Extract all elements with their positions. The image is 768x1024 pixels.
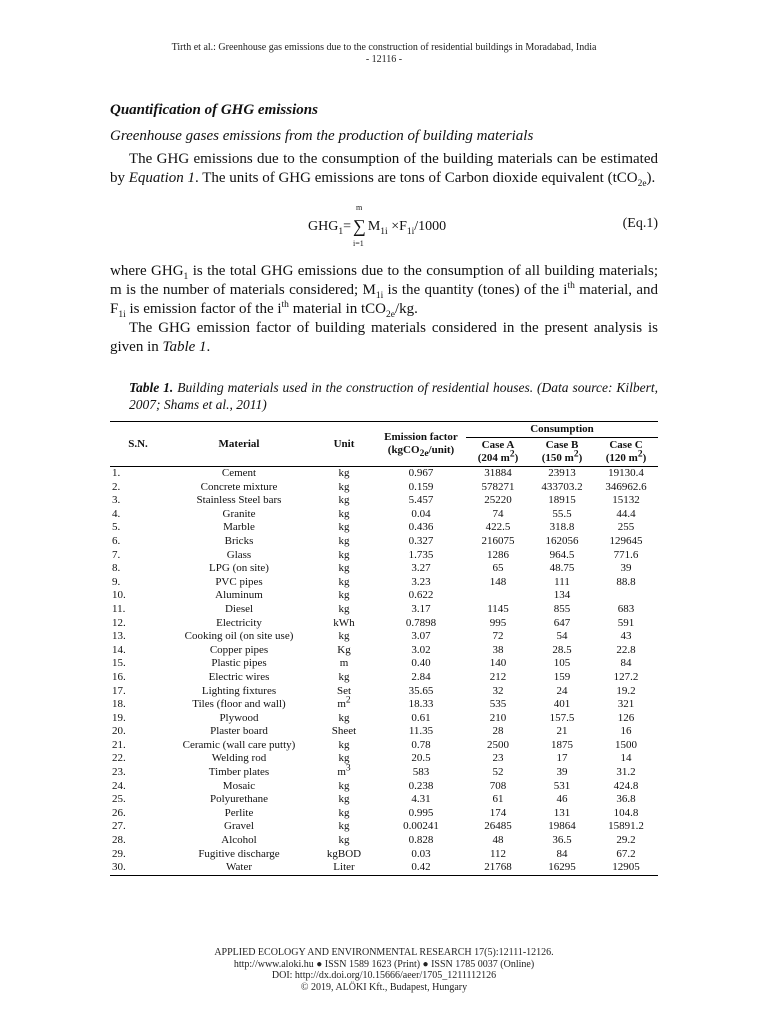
cell-material: Fugitive discharge	[198, 847, 280, 860]
cell-unit: $m^2$	[337, 695, 351, 711]
cell-case-a: 32	[492, 684, 504, 697]
header-consumption: Consumption	[466, 422, 658, 438]
cell-case-c: 19.2	[616, 684, 636, 697]
cell-case-a: 48	[492, 834, 504, 847]
cell-unit: kg	[338, 589, 350, 602]
cell-emission-factor: 0.327	[408, 534, 434, 547]
cell-case-c: 346962.6	[605, 480, 647, 493]
cell-emission-factor: 20.5	[411, 752, 431, 765]
cell-case-b: 18915	[548, 494, 576, 507]
table-row	[110, 644, 658, 658]
cell-case-a: 2500	[487, 738, 509, 751]
cell-case-a: 28	[492, 725, 504, 738]
cell-case-b: 157.5	[549, 711, 575, 724]
table-row	[110, 834, 658, 848]
cell-case-b: 39	[556, 766, 568, 779]
cell-case-a: 65	[492, 562, 504, 575]
cell-sn: 29.	[112, 847, 126, 860]
cell-sn: 10.	[112, 589, 126, 602]
cell-case-b: 162056	[545, 534, 579, 547]
cell-sn: 9.	[112, 575, 121, 588]
running-head	[0, 42, 768, 66]
cell-unit: $m^3$	[337, 763, 351, 779]
cell-case-c: 67.2	[616, 847, 636, 860]
table-row	[110, 820, 658, 834]
cell-sn: 12.	[112, 616, 126, 629]
cell-emission-factor: 583	[412, 766, 430, 779]
cell-unit: Liter	[312, 861, 376, 875]
table-reference: Table 1	[162, 339, 207, 355]
cell-case-a: 535	[489, 698, 507, 711]
cell-case-b: 21	[556, 725, 568, 738]
running-head-title: Tirth et al.: Greenhouse gas emissions due to the construction of residential buildings in Moradabad, India	[171, 42, 597, 53]
table-row	[110, 807, 658, 821]
cell-unit: kg	[338, 630, 350, 643]
cell-case-a: 210	[489, 711, 507, 724]
cell-sn: 21.	[112, 738, 126, 751]
cell-sn: 5.	[112, 521, 121, 534]
cell-case-a: 31884	[484, 467, 512, 479]
table-row	[110, 698, 658, 712]
cell-sn: 30.	[110, 861, 166, 875]
cell-sn: 23.	[112, 766, 126, 779]
cell-unit: kg	[338, 480, 350, 493]
cell-case-a: 72	[492, 630, 504, 643]
table-row	[110, 508, 658, 522]
cell-unit: kg	[338, 834, 350, 847]
cell-case-b: 36.5	[552, 834, 572, 847]
section-title: Quantification of GHG emissions	[110, 102, 318, 118]
cell-unit: kg	[338, 738, 350, 751]
cell-case-c: 127.2	[613, 670, 639, 683]
cell-unit: Sheet	[331, 725, 357, 738]
table-row	[110, 521, 658, 535]
cell-unit: kg	[338, 575, 350, 588]
cell-case-c: 19130.4	[608, 467, 644, 479]
cell-case-a: 422.5	[485, 521, 511, 534]
cell-case-a: 708	[489, 779, 507, 792]
cell-case-b: 647	[553, 616, 571, 629]
cell-case-b: 1875	[551, 738, 573, 751]
cell-case-b: 23913	[548, 467, 576, 479]
cell-emission-factor: 3.07	[411, 630, 431, 643]
table-row	[110, 725, 658, 739]
cell-emission-factor: 0.61	[411, 711, 431, 724]
table-row	[110, 603, 658, 617]
cell-case-b: 401	[553, 698, 571, 711]
table-row	[110, 752, 658, 766]
cell-case-a: 74	[492, 507, 504, 520]
cell-unit: kg	[338, 602, 350, 615]
cell-case-c: 591	[617, 616, 635, 629]
cell-material: Lighting fixtures	[201, 684, 277, 697]
cell-case-c: 29.2	[616, 834, 636, 847]
cell-sn: 19.	[112, 711, 126, 724]
cell-case-a: 1286	[487, 548, 509, 561]
cell-material: Gravel	[224, 820, 254, 833]
cell-case-a: 174	[489, 806, 507, 819]
cell-material: Perlite	[224, 806, 254, 819]
cell-material: Bricks	[224, 534, 254, 547]
cell-case-c: 104.8	[613, 806, 639, 819]
cell-sn: 11.	[112, 602, 126, 615]
cell-emission-factor: 0.995	[408, 806, 434, 819]
table-row	[110, 793, 658, 807]
summation-symbol: ∑ m i=1	[353, 203, 366, 248]
cell-sn: 25.	[112, 793, 126, 806]
cell-sn: 24.	[112, 779, 126, 792]
cell-material: Concrete mixture	[200, 480, 278, 493]
cell-case-c: 255	[617, 521, 635, 534]
table-row	[110, 562, 658, 576]
table-label: Table 1.	[129, 380, 174, 395]
cell-case-c: 12905	[594, 861, 658, 875]
cell-emission-factor: 0.967	[408, 467, 434, 479]
cell-emission-factor: 0.42	[376, 861, 466, 875]
cell-case-a: 26485	[484, 820, 512, 833]
cell-unit: kg	[338, 562, 350, 575]
cell-emission-factor: 0.159	[408, 480, 434, 493]
cell-case-a: 52	[492, 766, 504, 779]
cell-sn: 6.	[112, 534, 121, 547]
paragraph-table-intro: The GHG emission factor of building materials considered in the present analysis is given in Table 1.	[110, 320, 658, 355]
cell-material: PVC pipes	[215, 575, 263, 588]
cell-case-a: 25220	[484, 494, 512, 507]
table-row	[110, 481, 658, 495]
table-body	[110, 467, 658, 876]
equation-1	[110, 198, 658, 246]
equation-reference: Equation 1	[128, 170, 195, 186]
cell-case-a: 212	[489, 670, 507, 683]
table-row	[110, 617, 658, 631]
cell-unit: kg	[338, 752, 350, 765]
cell-unit: kg	[338, 806, 350, 819]
paragraph-intro: The GHG emissions due to the consumption of the building materials can be estimated by Equation 1. The units of GHG emissions are tons of Carbon dioxide equivalent (tCO$_{2e}$).	[110, 151, 658, 189]
cell-emission-factor: 11.35	[408, 725, 434, 738]
cell-sn: 26.	[112, 806, 126, 819]
cell-case-a: 995	[489, 616, 507, 629]
cell-material: LPG (on site)	[209, 562, 269, 575]
cell-case-c: 16	[620, 725, 632, 738]
cell-case-b: 19864	[548, 820, 576, 833]
cell-material: Welding rod	[211, 752, 267, 765]
cell-case-b: 433703.2	[541, 480, 583, 493]
cell-unit: kgBOD	[326, 847, 362, 860]
cell-material: Copper pipes	[209, 643, 269, 656]
cell-unit: kg	[338, 467, 350, 479]
cell-emission-factor: 3.17	[411, 602, 431, 615]
cell-case-b: 16295	[530, 861, 594, 875]
cell-unit: Set	[336, 684, 352, 697]
table-row	[110, 712, 658, 726]
table-row	[110, 739, 658, 753]
table-row	[110, 467, 658, 481]
cell-case-b: 54	[556, 630, 568, 643]
paragraph-definitions: where $GHG_1$ is the total GHG emissions due to the consumption of all building materials; m is the number of materials considered; $M_{1i}$ is the quantity (tones) of the $i^{th}$ material, and $F_{1i}$ is emission factor of the $i^{th}$ material in tCO$_{2e}$/kg.	[110, 263, 658, 320]
cell-case-b: 24	[556, 684, 568, 697]
table-row	[110, 657, 658, 671]
cell-sn: 3.	[112, 494, 121, 507]
cell-material: Plaster board	[210, 725, 268, 738]
cell-case-b: 28.5	[552, 643, 572, 656]
cell-case-c: 44.4	[616, 507, 636, 520]
equation-number: (Eq.1)	[622, 216, 658, 231]
cell-material: Stainless Steel bars	[196, 494, 282, 507]
cell-unit: kg	[338, 494, 350, 507]
cell-case-b: 159	[553, 670, 571, 683]
cell-case-b: 111	[554, 575, 570, 588]
cell-case-c: 126	[617, 711, 635, 724]
journal-footer	[0, 947, 768, 993]
cell-emission-factor: 0.238	[408, 779, 434, 792]
cell-case-b: 48.75	[549, 562, 575, 575]
header-case-a: Case A (204 $m^2$)	[466, 438, 530, 467]
cell-case-c: 683	[617, 602, 635, 615]
cell-case-a: 23	[492, 752, 504, 765]
table-row	[110, 780, 658, 794]
table-row	[110, 630, 658, 644]
cell-sn: 1.	[112, 467, 121, 479]
cell-unit: kg	[338, 507, 350, 520]
cell-case-a: 112	[489, 847, 507, 860]
cell-emission-factor: 4.31	[411, 793, 431, 806]
cell-emission-factor: 0.03	[411, 847, 431, 860]
cell-sn: 4.	[112, 507, 121, 520]
cell-emission-factor: 0.7898	[405, 616, 437, 629]
table-row	[110, 766, 658, 780]
cell-emission-factor: 0.828	[408, 834, 434, 847]
page-number: - 12116 -	[365, 54, 403, 65]
cell-case-b: 318.8	[549, 521, 575, 534]
header-material: Material	[166, 422, 312, 467]
cell-emission-factor: 0.04	[411, 507, 431, 520]
cell-emission-factor: 0.622	[408, 589, 434, 602]
cell-case-b: 855	[553, 602, 571, 615]
cell-case-c: 22.8	[616, 643, 636, 656]
header-unit: Unit	[312, 422, 376, 467]
header-case-c: Case C (120 $m^2$)	[594, 438, 658, 467]
table-row	[110, 589, 658, 603]
cell-unit: m	[339, 657, 349, 670]
table-caption: Table 1. Building materials used in the construction of residential houses. (Data source: Kilbert, 2007; Shams et al., 2011)	[129, 380, 658, 412]
cell-sn: 8.	[112, 562, 121, 575]
cell-material: Electric wires	[208, 670, 270, 683]
cell-unit: kWh	[333, 616, 355, 629]
cell-sn: 13.	[112, 630, 126, 643]
cell-sn: 20.	[112, 725, 126, 738]
cell-case-b: 17	[556, 752, 568, 765]
cell-emission-factor: 5.457	[408, 494, 434, 507]
cell-unit: kg	[338, 521, 350, 534]
table-row	[110, 494, 658, 508]
cell-emission-factor: 0.436	[408, 521, 434, 534]
cell-sn: 14.	[112, 643, 126, 656]
header-sn: S.N.	[110, 422, 166, 467]
cell-material: Marble	[223, 521, 255, 534]
cell-case-c: 39	[620, 562, 632, 575]
cell-case-c: 321	[617, 698, 635, 711]
cell-sn: 22.	[112, 752, 126, 765]
cell-material: Ceramic (wall care putty)	[182, 738, 296, 751]
cell-case-a: 148	[489, 575, 507, 588]
cell-case-b: 134	[553, 589, 571, 602]
cell-case-a: 578271	[481, 480, 515, 493]
header-emission-factor: Emission factor (kgCO$_{2e}$/unit)	[376, 422, 466, 467]
cell-emission-factor: 0.40	[411, 657, 431, 670]
footer-doi-line: DOI: http://dx.doi.org/10.15666/aeer/1705_1211112126	[271, 970, 497, 981]
cell-case-c: 88.8	[616, 575, 636, 588]
cell-emission-factor: 18.33	[408, 698, 434, 711]
subsection-title: Greenhouse gases emissions from the production of building materials	[110, 128, 534, 144]
cell-case-c: 129645	[609, 534, 643, 547]
cell-unit: kg	[338, 711, 350, 724]
cell-sn: 28.	[112, 834, 126, 847]
cell-sn: 18.	[112, 698, 126, 711]
cell-material: Cement	[221, 467, 257, 479]
cell-emission-factor: 3.02	[411, 643, 431, 656]
cell-material: Alcohol	[221, 834, 257, 847]
cell-emission-factor: 0.00241	[403, 820, 439, 833]
equation-formula: $GHG_1=$ ∑ m i=1 $M_{1i} \times F_{1i}/1000$	[308, 203, 447, 248]
cell-case-b: 84	[556, 847, 568, 860]
cell-sn: 15.	[112, 657, 126, 670]
cell-material: Tiles (floor and wall)	[192, 698, 286, 711]
cell-emission-factor: 1.735	[408, 548, 434, 561]
cell-sn: 7.	[112, 548, 121, 561]
cell-case-c: 14	[620, 752, 632, 765]
cell-material: Plywood	[219, 711, 259, 724]
cell-sn: 2.	[112, 480, 121, 493]
table-row	[110, 549, 658, 563]
cell-unit: kg	[338, 548, 350, 561]
cell-case-b: 964.5	[549, 548, 575, 561]
cell-case-a: 61	[492, 793, 504, 806]
cell-case-c: 15891.2	[608, 820, 644, 833]
footer-journal-line: APPLIED ECOLOGY AND ENVIRONMENTAL RESEARCH 17(5):12111-12126.	[214, 947, 554, 958]
cell-emission-factor: 0.78	[411, 738, 431, 751]
cell-material: Mosaic	[222, 779, 256, 792]
cell-case-a: 216075	[481, 534, 515, 547]
cell-case-c: 771.6	[613, 548, 639, 561]
cell-case-a: 21768	[466, 861, 530, 875]
cell-case-a: 38	[492, 643, 504, 656]
cell-case-a	[466, 589, 530, 603]
cell-case-b: 105	[553, 657, 571, 670]
cell-emission-factor: 2.84	[411, 670, 431, 683]
table-row	[110, 576, 658, 590]
cell-sn: 17.	[112, 684, 126, 697]
cell-case-c: 36.8	[616, 793, 636, 806]
materials-table	[110, 421, 658, 876]
cell-case-b: 46	[556, 793, 568, 806]
cell-case-c: 31.2	[616, 766, 636, 779]
cell-material: Glass	[226, 548, 252, 561]
cell-emission-factor: 3.27	[411, 562, 431, 575]
cell-unit: kg	[338, 820, 350, 833]
table-row	[110, 535, 658, 549]
cell-material: Polyurethane	[209, 793, 269, 806]
table-row	[110, 861, 658, 875]
cell-material: Water	[166, 861, 312, 875]
cell-sn: 16.	[112, 670, 126, 683]
cell-material: Granite	[222, 507, 256, 520]
cell-material: Electricity	[216, 616, 262, 629]
cell-case-b: 531	[553, 779, 571, 792]
footer-issn-line: http://www.aloki.hu ● ISSN 1589 1623 (Print) ● ISSN 1785 0037 (Online)	[233, 958, 535, 970]
cell-material: Plastic pipes	[211, 657, 267, 670]
cell-unit: Kg	[337, 643, 351, 656]
cell-emission-factor: 35.65	[408, 684, 434, 697]
cell-case-c: 43	[620, 630, 632, 643]
cell-case-c: 84	[620, 657, 632, 670]
cell-material: Cooking oil (on site use)	[184, 630, 294, 643]
cell-unit: kg	[338, 534, 350, 547]
cell-case-c: 424.8	[613, 779, 639, 792]
footer-copyright-line: © 2019, ALÖKI Kft., Budapest, Hungary	[300, 981, 468, 993]
cell-unit: kg	[338, 670, 350, 683]
cell-sn: 27.	[112, 820, 126, 833]
table-row	[110, 671, 658, 685]
cell-case-c	[594, 589, 658, 603]
cell-unit: kg	[338, 779, 350, 792]
cell-case-a: 1145	[487, 602, 509, 615]
cell-material: Aluminum	[215, 589, 263, 602]
cell-case-c: 15132	[612, 494, 640, 507]
cell-case-b: 55.5	[552, 507, 572, 520]
cell-case-b: 131	[553, 806, 571, 819]
table-row	[110, 848, 658, 862]
cell-emission-factor: 3.23	[411, 575, 431, 588]
cell-unit: kg	[338, 793, 350, 806]
header-case-b: Case B (150 $m^2$)	[530, 438, 594, 467]
cell-material: Diesel	[224, 602, 254, 615]
cell-material: Timber plates	[208, 766, 270, 779]
article-body	[110, 100, 658, 876]
table-row	[110, 685, 658, 699]
cell-case-c: 1500	[615, 738, 637, 751]
cell-case-a: 140	[489, 657, 507, 670]
